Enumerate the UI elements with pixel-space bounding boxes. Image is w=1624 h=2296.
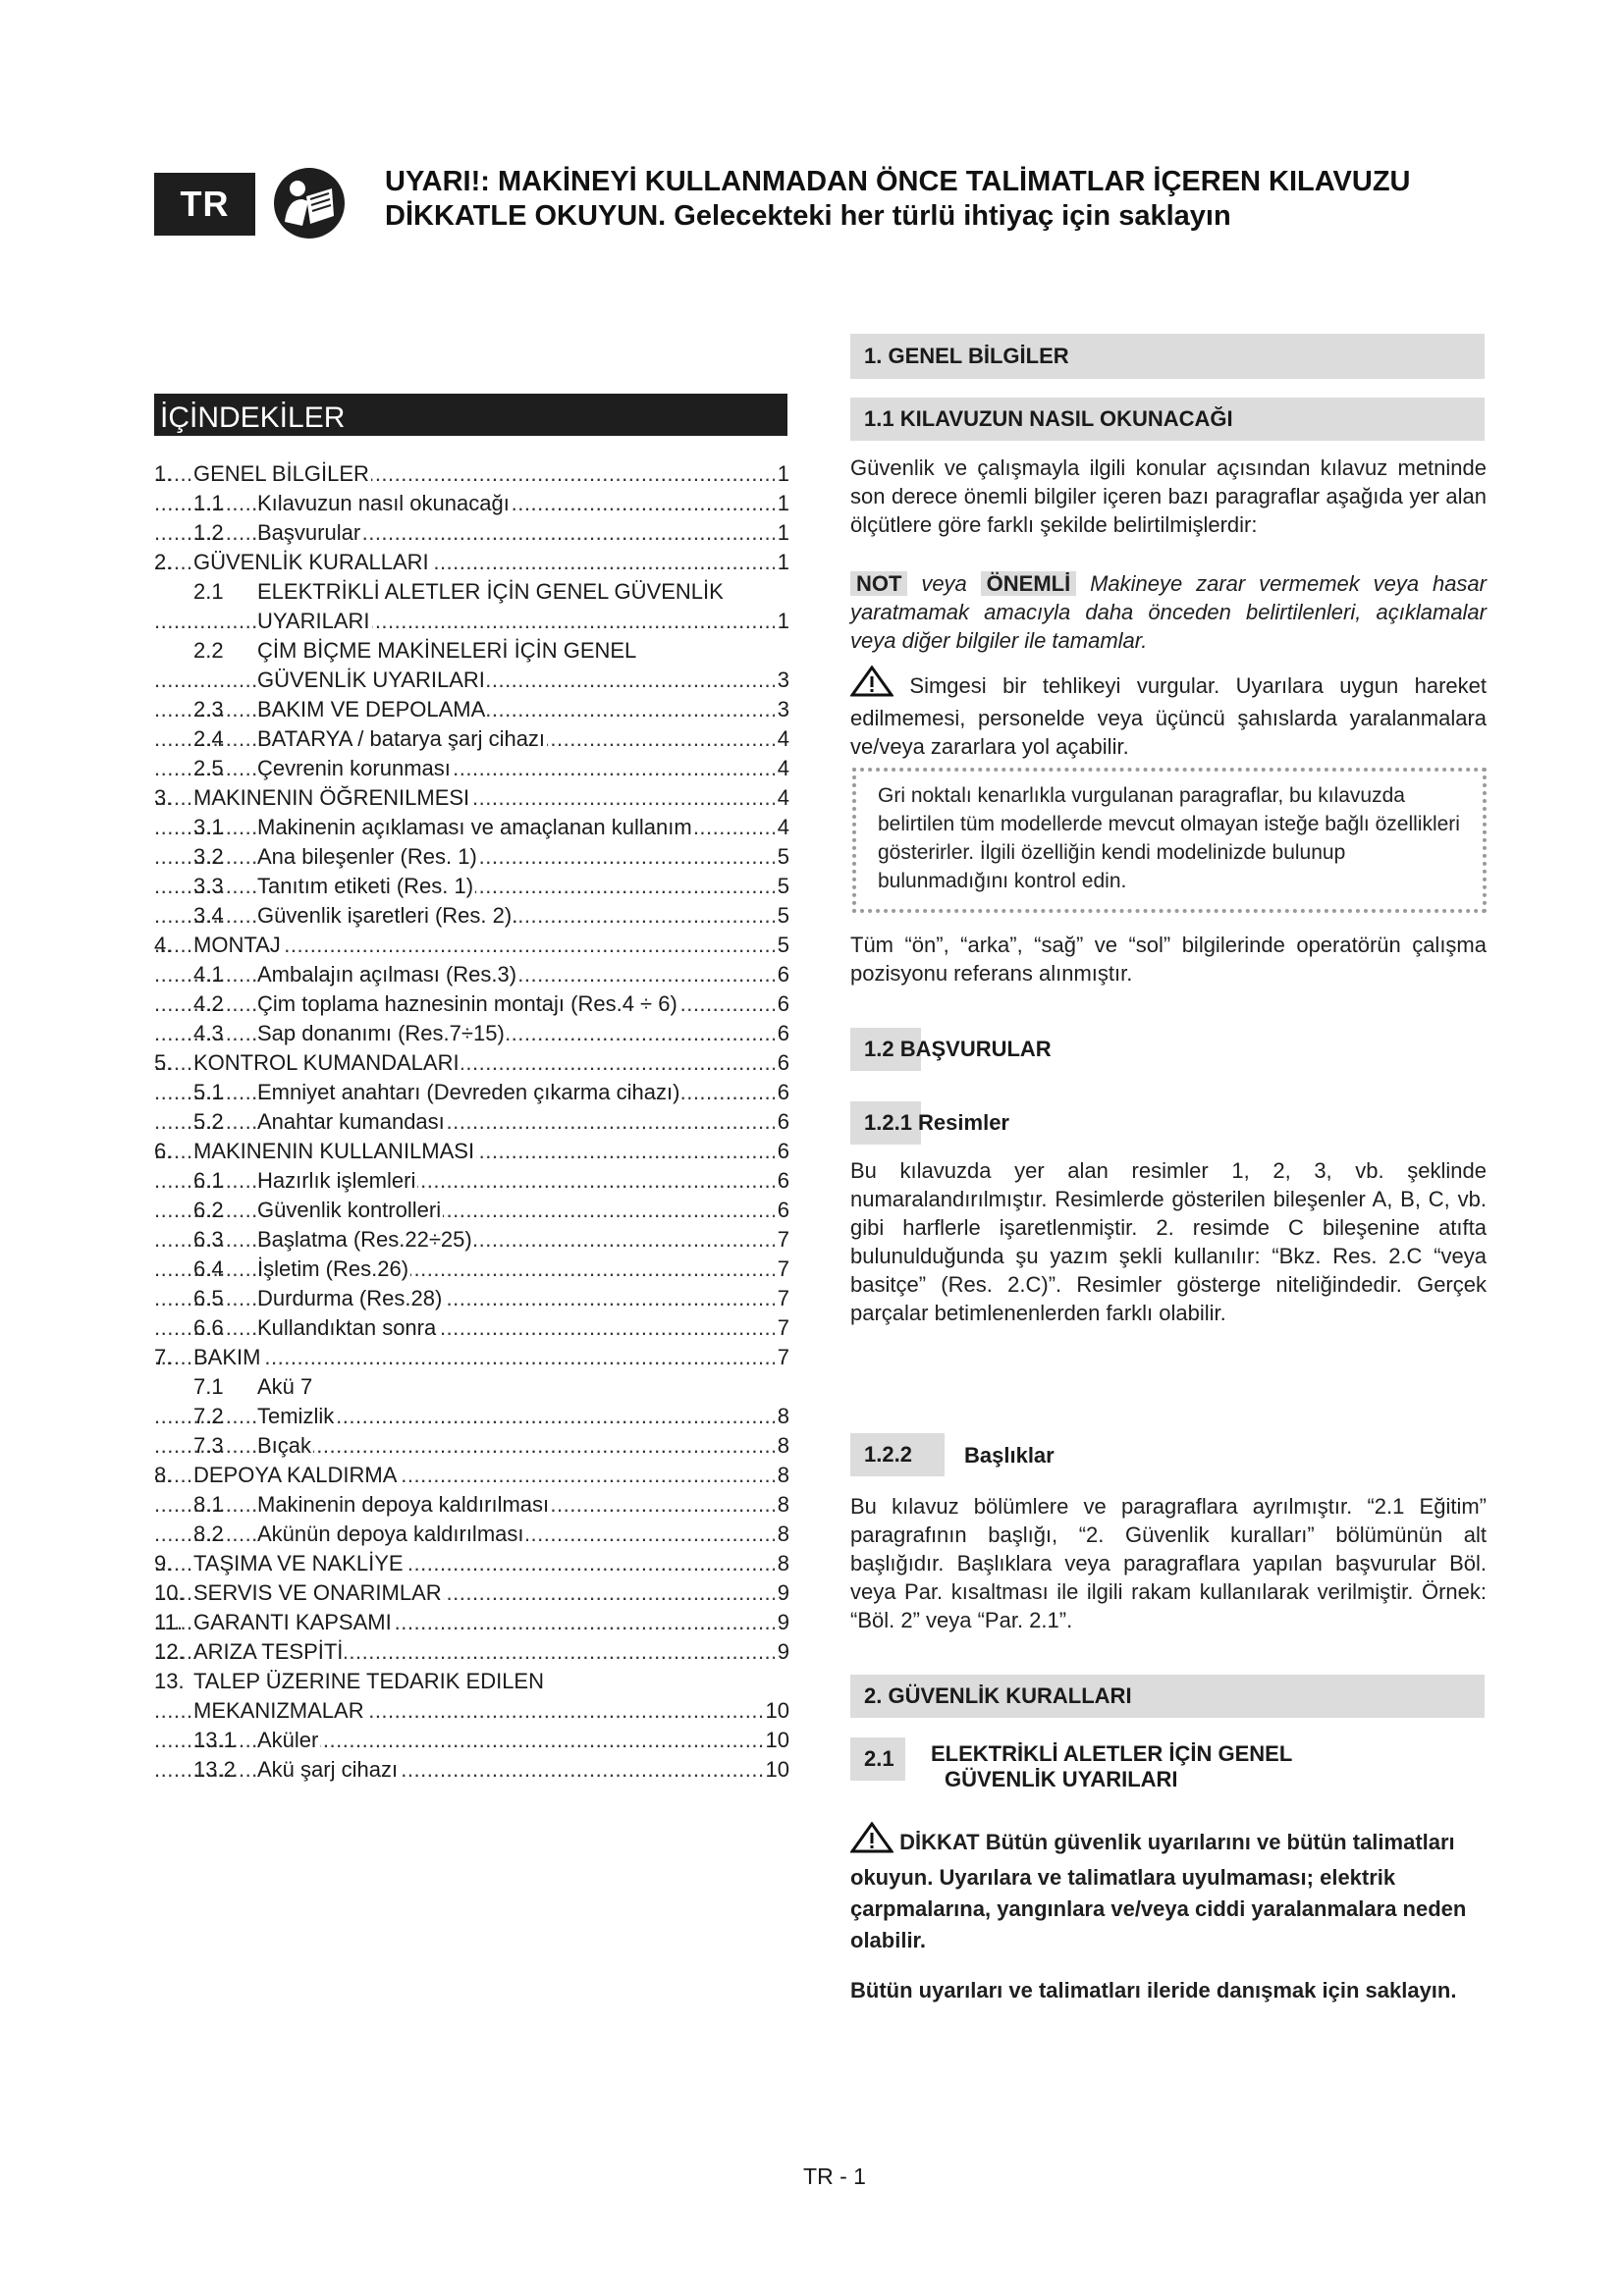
toc-page-number: 7	[775, 1225, 789, 1255]
warning-triangle-icon	[850, 1822, 893, 1862]
section-1-1-paragraph: Güvenlik ve çalışmayla ilgili konular açısından kılavuz metninde son derece önemli bilgiler içeren bazı paragraflar aşağıda yer alan ölçütlere göre farklı şekilde belirtilmişlerdir:	[850, 455, 1487, 537]
toc-page-number: 7	[775, 1343, 789, 1372]
toc-entry-text: Başlatma (Res.22÷25)	[257, 1225, 474, 1255]
toc-page-number: 5	[775, 842, 789, 872]
toc-row[interactable]	[154, 724, 789, 754]
toc-entry-text: Akü 7	[257, 1372, 314, 1402]
toc-page-number: 8	[775, 1431, 789, 1461]
toc-entry-text: Çevrenin korunması	[257, 754, 453, 783]
toc-row[interactable]	[154, 577, 789, 607]
toc-number: 6.2	[193, 1198, 224, 1222]
toc-page-number: 9	[775, 1637, 789, 1667]
toc-entry-text: Aküler	[257, 1726, 320, 1755]
toc-page-number: 1	[775, 607, 789, 636]
toc-row[interactable]	[154, 1137, 789, 1166]
toc-row[interactable]	[154, 1608, 789, 1637]
toc-entry-text: GÜVENLİK KURALLARI	[193, 548, 431, 577]
toc-row[interactable]	[154, 1343, 789, 1372]
toc-number: 3.4	[193, 903, 224, 928]
toc-leader-dots	[154, 607, 789, 636]
toc-entry-text: Ambalajın açılması (Res.3)	[257, 960, 518, 989]
toc-leader-dots	[154, 1431, 789, 1461]
toc-entry-text: BAKIM	[193, 1343, 262, 1372]
toc-number: 2.	[154, 550, 173, 574]
toc-number: 6.1	[193, 1168, 224, 1193]
toc-row[interactable]	[154, 1461, 789, 1490]
toc-entry-text: Durdurma (Res.28)	[257, 1284, 444, 1313]
toc-entry-text: BAKIM VE DEPOLAMA	[257, 695, 487, 724]
toc-entry-text: GARANTI KAPSAMI	[193, 1608, 394, 1637]
toc-page-number: 6	[775, 1078, 789, 1107]
orientation-paragraph: Tüm “ön”, “arka”, “sağ” ve “sol” bilgilerinde operatörün çalışma pozisyonu referans alınmıştır.	[850, 933, 1487, 986]
toc-entry-text: Bıçak	[257, 1431, 313, 1461]
toc-row[interactable]	[154, 1225, 789, 1255]
section-2-1-title	[931, 1741, 1292, 1792]
toc-number: 10.	[154, 1580, 185, 1605]
toc-row[interactable]	[154, 666, 789, 695]
header-warning	[385, 165, 1563, 234]
section-2-1-number: 2.1	[850, 1737, 905, 1781]
toc-entry-text: Makinenin açıklaması ve amaçlanan kullanım	[257, 813, 694, 842]
caution-text: DİKKAT Bütün güvenlik uyarılarını ve bütün talimatları okuyun. Uyarılara ve talimatlara uyulmaması; elektrik çarpmalarına, yangınlara ve/veya ciddi yaralanmalara neden olabilir.	[850, 1830, 1467, 1952]
keep-instructions-paragraph: Bütün uyarıları ve talimatları ileride danışmak için saklayın.	[850, 1978, 1457, 2002]
optional-features-text: Gri noktalı kenarlıkla vurgulanan paragraflar, bu kılavuzda belirtilen tüm modellerde mevcut olmayan isteğe bağlı özellikleri gösterirler. İlgili özelliğin kendi modelinizde bulunup bulunmadığını kontrol edin.	[878, 784, 1460, 892]
toc-page-number: 1	[775, 459, 789, 489]
toc-row[interactable]	[154, 489, 789, 518]
toc-number: 8.2	[193, 1522, 224, 1546]
toc-page-number: 8	[775, 1549, 789, 1578]
toc-entry-text: ELEKTRİKLİ ALETLER İÇİN GENEL GÜVENLİK	[257, 577, 726, 607]
toc-row[interactable]	[154, 1637, 789, 1667]
toc-row[interactable]	[154, 1107, 789, 1137]
toc-page-number: 8	[775, 1490, 789, 1520]
toc-row[interactable]	[154, 842, 789, 872]
toc-row[interactable]	[154, 695, 789, 724]
toc-number: 6.	[154, 1139, 173, 1163]
toc-page-number: 1	[775, 548, 789, 577]
section-1-2-2-number: 1.2.2	[850, 1433, 945, 1476]
note-or: veya	[907, 571, 981, 596]
toc-page-number: 10	[763, 1696, 789, 1726]
section-2-title: 2. GÜVENLİK KURALLARI	[850, 1675, 1485, 1718]
toc-entry-text: Hazırlık işlemleri	[257, 1166, 417, 1196]
toc-row[interactable]	[154, 960, 789, 989]
toc-entry-text: MEKANIZMALAR	[193, 1696, 366, 1726]
toc-page-number: 6	[775, 1019, 789, 1048]
toc-row[interactable]	[154, 1431, 789, 1461]
toc-number: 6.6	[193, 1315, 224, 1340]
toc-entry-text: MAKINENIN ÖĞRENILMESI	[193, 783, 471, 813]
toc-row[interactable]	[154, 636, 789, 666]
toc-title: İÇİNDEKİLER	[154, 394, 787, 436]
toc-number: 13.	[154, 1669, 185, 1693]
toc-number: 8.1	[193, 1492, 224, 1517]
toc-number: 4.2	[193, 991, 224, 1016]
table-of-contents	[154, 459, 789, 1785]
toc-row[interactable]	[154, 1048, 789, 1078]
toc-row[interactable]	[154, 1078, 789, 1107]
header-warning-line1: UYARI!: MAKİNEYİ KULLANMADAN ÖNCE TALİMATLAR İÇEREN KILAVUZU	[385, 166, 1411, 197]
toc-number: 5.1	[193, 1080, 224, 1104]
toc-row[interactable]	[154, 1313, 789, 1343]
toc-row[interactable]	[154, 1520, 789, 1549]
toc-number: 13.1	[193, 1728, 236, 1752]
toc-number: 7.1	[193, 1374, 224, 1399]
toc-number: 4.3	[193, 1021, 224, 1045]
toc-leader-dots	[154, 1313, 789, 1343]
toc-leader-dots	[154, 754, 789, 783]
toc-row[interactable]	[154, 901, 789, 931]
toc-row[interactable]	[154, 548, 789, 577]
header-warning-line2: DİKKATLE OKUYUN. Gelecekteki her türlü ihtiyaç için saklayın	[385, 200, 1231, 232]
toc-entry-text: DEPOYA KALDIRMA	[193, 1461, 399, 1490]
toc-row[interactable]	[154, 1196, 789, 1225]
toc-page-number: 5	[775, 901, 789, 931]
section-1-2-2-title: Başlıklar	[964, 1443, 1055, 1468]
toc-entry-text: Sap donanımı (Res.7÷15)	[257, 1019, 507, 1048]
toc-entry-text: Kılavuzun nasıl okunacağı	[257, 489, 512, 518]
toc-page-number: 10	[763, 1755, 789, 1785]
toc-number: 1.2	[193, 520, 224, 545]
toc-page-number: 7	[775, 1255, 789, 1284]
section-2-1-title-line2: GÜVENLİK UYARILARI	[945, 1767, 1178, 1791]
toc-leader-dots	[154, 1726, 789, 1755]
toc-entry-text: SERVIS VE ONARIMLAR	[193, 1578, 444, 1608]
toc-number: 3.	[154, 785, 173, 810]
toc-entry-text: Emniyet anahtarı (Devreden çıkarma cihazı)	[257, 1078, 681, 1107]
page-number: TR - 1	[803, 2163, 866, 2189]
toc-leader-dots	[154, 1166, 789, 1196]
toc-number: 2.3	[193, 697, 224, 721]
toc-row[interactable]	[154, 1549, 789, 1578]
toc-row[interactable]	[154, 1019, 789, 1048]
toc-number: 2.5	[193, 756, 224, 780]
toc-leader-dots	[154, 1402, 789, 1431]
toc-number: 1.1	[193, 491, 224, 515]
toc-entry-text: MAKINENIN KULLANILMASI	[193, 1137, 476, 1166]
toc-entry-text: MONTAJ	[193, 931, 283, 960]
toc-page-number: 6	[775, 1196, 789, 1225]
toc-leader-dots	[154, 1255, 789, 1284]
toc-number: 3.1	[193, 815, 224, 839]
toc-entry-text: GÜVENLİK UYARILARI	[257, 666, 487, 695]
toc-page-number: 10	[763, 1726, 789, 1755]
toc-row[interactable]	[154, 607, 789, 636]
optional-features-box	[852, 768, 1487, 913]
toc-number: 1.	[154, 461, 173, 486]
toc-number: 8.	[154, 1463, 173, 1487]
toc-entry-text: Güvenlik işaretleri (Res. 2).	[257, 901, 519, 931]
toc-page-number: 5	[775, 931, 789, 960]
important-tag: ÖNEMLİ	[981, 571, 1077, 596]
toc-entry-text: ÇİM BİÇME MAKİNELERİ İÇİN GENEL	[257, 636, 638, 666]
toc-number: 3.2	[193, 844, 224, 869]
toc-number: 6.3	[193, 1227, 224, 1252]
toc-entry-text: Güvenlik kontrolleri	[257, 1196, 443, 1225]
toc-number: 4.	[154, 933, 173, 957]
toc-entry-text: Tanıtım etiketi (Res. 1)	[257, 872, 475, 901]
toc-row[interactable]	[154, 931, 789, 960]
toc-page-number: 8	[775, 1461, 789, 1490]
section-1-2-1-paragraph: Bu kılavuzda yer alan resimler 1, 2, 3, vb. şeklinde numaralandırılmıştır. Resimlerde gösterilen bileşenler A, B, C, vb. gibi harflerle işaretlenmiştir. 2. resimde C bileşenine atıfta bulunulduğunda şu yazım şekli kullanılır: “Bkz. Res. 2.C “veya basitçe” (Res. 2.C)”. Resimler gösterge niteliğindedir. Gerçek parçalar betimlenenlerden farklı olabilir.	[850, 1158, 1487, 1325]
toc-page-number: 6	[775, 960, 789, 989]
toc-entry-text: İşletim (Res.26)	[257, 1255, 410, 1284]
toc-page-number: 5	[775, 872, 789, 901]
toc-number: 12.	[154, 1639, 185, 1664]
toc-entry-text: UYARILARI	[257, 607, 372, 636]
toc-number: 5.2	[193, 1109, 224, 1134]
toc-entry-text: Akünün depoya kaldırılması	[257, 1520, 526, 1549]
toc-page-number: 6	[775, 1137, 789, 1166]
toc-page-number: 6	[775, 1166, 789, 1196]
toc-number: 6.5	[193, 1286, 224, 1310]
toc-entry-text: GENEL BİLGİLER	[193, 459, 371, 489]
toc-number: 11.	[154, 1610, 183, 1634]
toc-number: 13.2	[193, 1757, 236, 1782]
toc-number: 6.4	[193, 1256, 224, 1281]
read-manual-icon	[273, 167, 346, 240]
toc-number: 3.3	[193, 874, 224, 898]
toc-page-number: 4	[775, 813, 789, 842]
toc-row[interactable]	[154, 1372, 789, 1402]
toc-row[interactable]	[154, 1578, 789, 1608]
toc-leader-dots	[154, 1196, 789, 1225]
toc-number: 7.3	[193, 1433, 224, 1458]
toc-row[interactable]	[154, 1284, 789, 1313]
toc-number: 7.2	[193, 1404, 224, 1428]
toc-page-number: 4	[775, 724, 789, 754]
toc-row[interactable]	[154, 518, 789, 548]
toc-page-number: 6	[775, 1048, 789, 1078]
toc-row[interactable]	[154, 872, 789, 901]
section-1-2-title: 1.2 BAŞVURULAR	[850, 1028, 921, 1071]
toc-row[interactable]	[154, 754, 789, 783]
toc-page-number: 9	[775, 1608, 789, 1637]
toc-number: 2.2	[193, 638, 224, 663]
toc-number: 5.	[154, 1050, 173, 1075]
section-2-1-title-line1: ELEKTRİKLİ ALETLER İÇİN GENEL	[931, 1741, 1293, 1766]
toc-row[interactable]	[154, 459, 789, 489]
toc-page-number: 4	[775, 783, 789, 813]
toc-leader-dots	[154, 1755, 789, 1785]
toc-entry-text: Anahtar kumandası	[257, 1107, 447, 1137]
toc-page-number: 8	[775, 1402, 789, 1431]
toc-row[interactable]	[154, 1696, 789, 1726]
toc-page-number: 7	[775, 1313, 789, 1343]
toc-row[interactable]	[154, 1490, 789, 1520]
toc-entry-text: Başvurular	[257, 518, 362, 548]
section-1-2-1-title: 1.2.1 Resimler	[850, 1101, 921, 1145]
toc-row[interactable]	[154, 1255, 789, 1284]
toc-entry-text: Ana bileşenler (Res. 1)	[257, 842, 479, 872]
toc-entry-text: Temizlik	[257, 1402, 336, 1431]
toc-page-number: 8	[775, 1520, 789, 1549]
warning-triangle-icon	[850, 666, 893, 704]
toc-number: 2.4	[193, 726, 224, 751]
toc-entry-text: Makinenin depoya kaldırılması	[257, 1490, 551, 1520]
toc-page-number: 7	[775, 1284, 789, 1313]
toc-row[interactable]	[154, 1726, 789, 1755]
toc-row[interactable]	[154, 783, 789, 813]
toc-entry-text: TALEP ÜZERINE TEDARIK EDILEN	[193, 1667, 546, 1696]
toc-page-number: 6	[775, 989, 789, 1019]
toc-entry-text: KONTROL KUMANDALARI	[193, 1048, 461, 1078]
note-tag: NOT	[850, 571, 907, 596]
toc-entry-text: Çim toplama haznesinin montajı (Res.4 ÷ 6)	[257, 989, 679, 1019]
toc-entry-text: Akü şarj cihazı	[257, 1755, 400, 1785]
toc-row[interactable]	[154, 989, 789, 1019]
toc-entry-text: BATARYA / batarya şarj cihazı	[257, 724, 547, 754]
toc-row[interactable]	[154, 1166, 789, 1196]
toc-page-number: 6	[775, 1107, 789, 1137]
danger-symbol-paragraph	[850, 666, 1487, 761]
toc-row[interactable]	[154, 1402, 789, 1431]
section-1-1-title: 1.1 KILAVUZUN NASIL OKUNACAĞI	[850, 398, 1485, 441]
toc-page-number: 4	[775, 754, 789, 783]
toc-entry-text: Kullandıktan sonra	[257, 1313, 438, 1343]
toc-page-number: 1	[775, 489, 789, 518]
toc-number: 7.	[154, 1345, 173, 1369]
symbol-text: Simgesi bir tehlikeyi vurgular. Uyarılara uygun hareket edilmemesi, personelde veya üçüncü şahıslarda yaralanmalara ve/veya zararlara yol açabilir.	[850, 673, 1487, 759]
note-paragraph	[850, 569, 1487, 655]
language-badge: TR	[154, 173, 255, 236]
section-1-title: 1. GENEL BİLGİLER	[850, 334, 1485, 379]
toc-row[interactable]	[154, 1667, 789, 1696]
toc-page-number: 9	[775, 1578, 789, 1608]
toc-number: 4.1	[193, 962, 224, 987]
toc-number: 2.1	[193, 579, 224, 604]
toc-leader-dots	[154, 518, 789, 548]
section-1-2-2-paragraph: Bu kılavuz bölümlere ve paragraflara ayrılmıştır. “2.1 Eğitim” paragrafının başlığı, “2. Güvenlik kuralları” bölümünün alt başlığıdır. Başlıklara veya paragraflara yapılan başvurular Böl. veya Par. kısaltması ile ilgili rakam kullanılarak verilmiştir. Örnek: “Böl. 2” veya “Par. 2.1”.	[850, 1494, 1487, 1632]
caution-paragraph	[850, 1822, 1487, 1956]
toc-number: 9.	[154, 1551, 173, 1575]
toc-leader-dots	[154, 1284, 789, 1313]
toc-row[interactable]	[154, 813, 789, 842]
toc-page-number: 3	[775, 695, 789, 724]
toc-page-number: 1	[775, 518, 789, 548]
toc-row[interactable]	[154, 1755, 789, 1785]
note-text: Makineye zarar vermemek veya hasar yaratmamak amacıyla daha önceden belirtilenleri, açıklamalar veya diğer bilgiler ile tamamlar.	[850, 571, 1487, 653]
toc-entry-text: ARIZA TESPİTİ	[193, 1637, 345, 1667]
toc-page-number: 3	[775, 666, 789, 695]
toc-leader-dots	[154, 1107, 789, 1137]
toc-entry-text: TAŞIMA VE NAKLİYE	[193, 1549, 406, 1578]
